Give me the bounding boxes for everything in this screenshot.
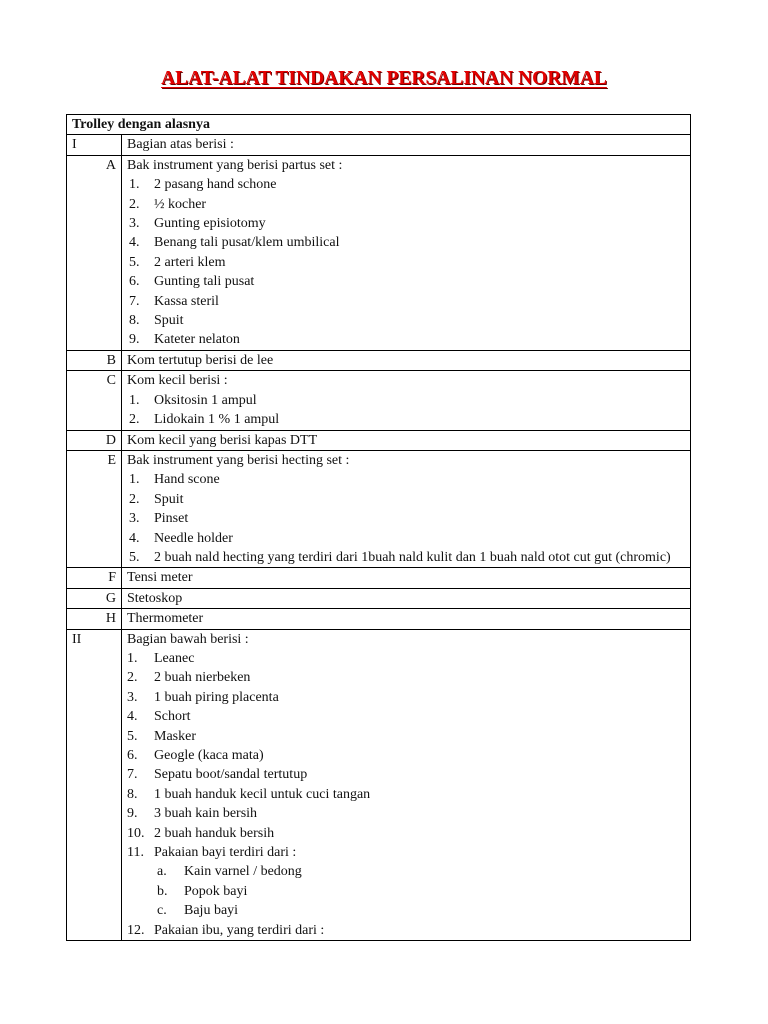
row-label-H: H bbox=[67, 609, 122, 629]
row-text-C: Kom kecil berisi : bbox=[127, 373, 228, 389]
list-item: 8. 1 buah handuk kecil untuk cuci tangan bbox=[127, 786, 371, 802]
list-item: 10. 2 buah handuk bersih bbox=[127, 825, 275, 841]
equipment-table bbox=[66, 114, 691, 941]
section-heading-I: Bagian atas berisi : bbox=[122, 135, 691, 155]
row-D bbox=[67, 430, 691, 450]
section-row-II bbox=[67, 629, 691, 941]
list-II bbox=[127, 649, 690, 940]
row-text-E: Bak instrument yang berisi hecting set : bbox=[127, 452, 350, 468]
list-item: 1. Leanec bbox=[127, 650, 195, 666]
list-item: 11. Pakaian bayi terdiri dari : bbox=[127, 845, 297, 861]
table-header-row bbox=[67, 115, 691, 135]
list-item: 1. Oksitosin 1 ampul bbox=[129, 392, 257, 408]
list-item: a. Kain varnel / bedong bbox=[157, 864, 302, 880]
row-F bbox=[67, 568, 691, 588]
row-B bbox=[67, 350, 691, 370]
section-row-I bbox=[67, 135, 691, 155]
list-item: 5. 2 buah nald hecting yang terdiri dari 1buah nald kulit dan 1 buah nald otot cut gut (chromic) bbox=[129, 549, 671, 565]
list-item: 7. Sepatu boot/sandal tertutup bbox=[127, 767, 308, 783]
table-header: Trolley dengan alasnya bbox=[67, 115, 691, 135]
row-G bbox=[67, 588, 691, 608]
list-A bbox=[127, 175, 690, 350]
list-item: 1. Hand scone bbox=[129, 472, 220, 488]
row-text-F: Tensi meter bbox=[122, 568, 691, 588]
list-item: 4. Needle holder bbox=[129, 530, 233, 546]
row-A bbox=[67, 155, 691, 350]
row-label-F: F bbox=[67, 568, 122, 588]
list-item: 9. 3 buah kain bersih bbox=[127, 806, 258, 822]
page-title: ALAT-ALAT TINDAKAN PERSALINAN NORMAL bbox=[161, 68, 607, 89]
row-H bbox=[67, 609, 691, 629]
list-item: 3. 1 buah piring placenta bbox=[127, 689, 279, 705]
list-item: c. Baju bayi bbox=[157, 903, 239, 919]
list-item: 3. Pinset bbox=[129, 511, 189, 527]
list-item: 7. Kassa steril bbox=[129, 293, 219, 309]
list-item: 6. Gunting tali pusat bbox=[129, 274, 255, 290]
list-item: 8. Spuit bbox=[129, 313, 184, 329]
row-E bbox=[67, 450, 691, 567]
section-heading-II: Bagian bawah berisi : bbox=[127, 631, 249, 647]
list-item: 12. Pakaian ibu, yang terdiri dari : bbox=[127, 922, 325, 938]
sub-list-baby-clothes bbox=[127, 862, 308, 920]
row-content-E bbox=[122, 450, 691, 567]
row-label-A: A bbox=[67, 155, 122, 350]
list-item: 2. Lidokain 1 % 1 ampul bbox=[129, 412, 280, 428]
list-item: 2. Spuit bbox=[129, 491, 184, 507]
list-item: 1. 2 pasang hand schone bbox=[129, 177, 277, 193]
list-item: b. Popok bayi bbox=[157, 883, 248, 899]
row-text-A: Bak instrument yang berisi partus set : bbox=[127, 157, 343, 173]
row-text-H: Thermometer bbox=[122, 609, 691, 629]
row-C bbox=[67, 371, 691, 430]
row-label-G: G bbox=[67, 588, 122, 608]
list-item: 4. Benang tali pusat/klem umbilical bbox=[129, 235, 340, 251]
section-label-I: I bbox=[67, 135, 122, 155]
row-text-G: Stetoskop bbox=[122, 588, 691, 608]
list-item: 2. 2 buah nierbeken bbox=[127, 670, 251, 686]
row-text-B: Kom tertutup berisi de lee bbox=[122, 350, 691, 370]
section-label-II: II bbox=[67, 629, 122, 941]
sub-list-wrapper bbox=[127, 862, 690, 920]
row-content-A bbox=[122, 155, 691, 350]
list-item: 6. Geogle (kaca mata) bbox=[127, 748, 264, 763]
row-label-E: E bbox=[67, 450, 122, 567]
row-text-D: Kom kecil yang berisi kapas DTT bbox=[122, 430, 691, 450]
row-label-D: D bbox=[67, 430, 122, 450]
row-label-C: C bbox=[67, 371, 122, 430]
list-item: 9. Kateter nelaton bbox=[129, 332, 240, 348]
row-content-C bbox=[122, 371, 691, 430]
row-label-B: B bbox=[67, 350, 122, 370]
list-item: 2. ½ kocher bbox=[129, 196, 207, 212]
list-item: 5. Masker bbox=[127, 728, 196, 744]
section-content-II bbox=[122, 629, 691, 941]
list-item: 3. Gunting episiotomy bbox=[129, 216, 266, 232]
list-E bbox=[127, 470, 690, 567]
list-item: 5. 2 arteri klem bbox=[129, 254, 226, 270]
list-C bbox=[127, 391, 690, 430]
list-item: 4. Schort bbox=[127, 709, 191, 725]
